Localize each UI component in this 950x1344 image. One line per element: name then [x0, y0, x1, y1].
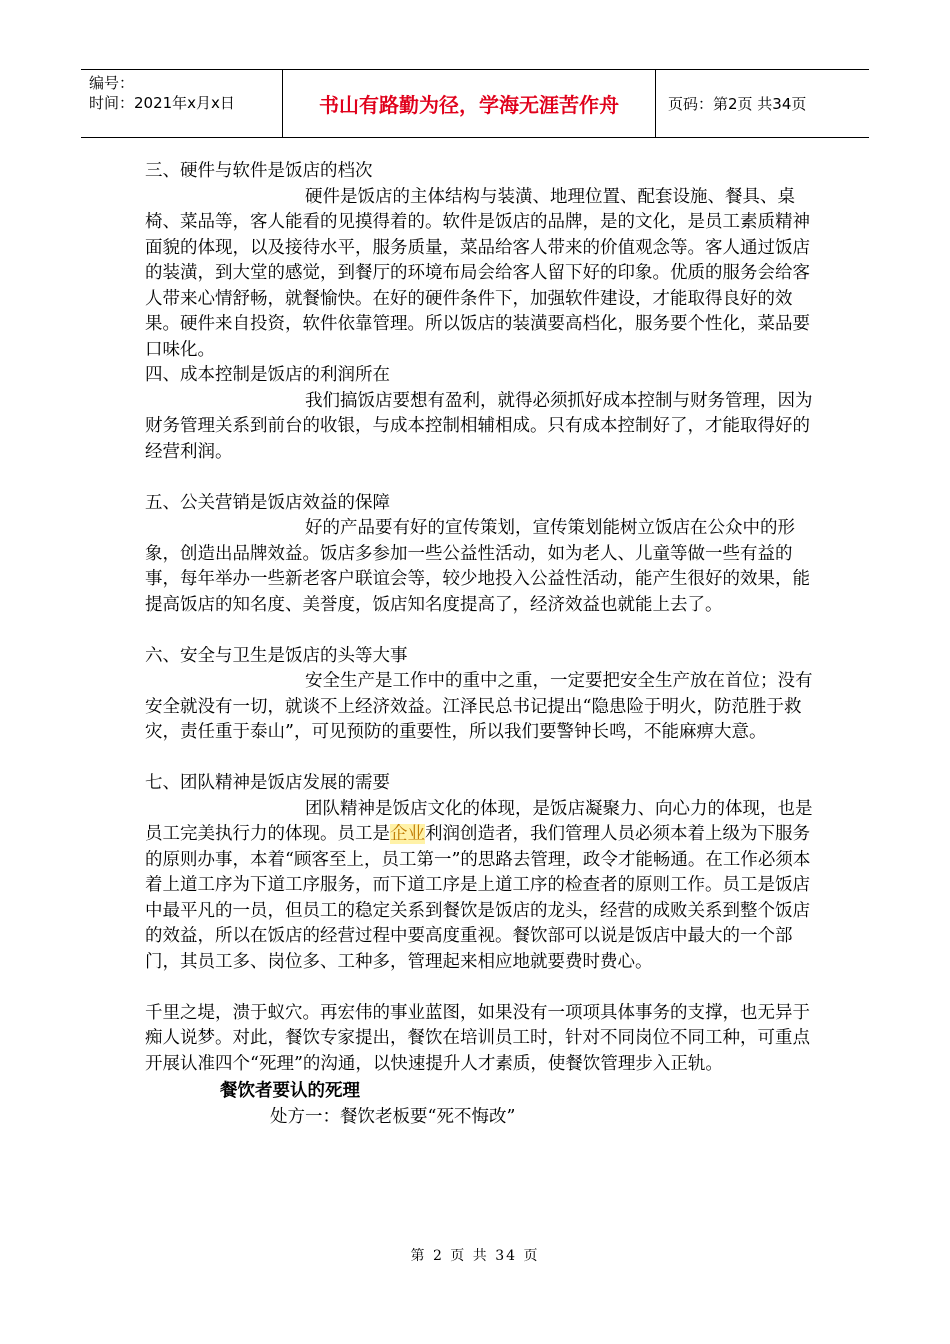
- header-motto: 书山有路勤为径，学海无涯苦作舟: [283, 70, 656, 137]
- page-footer: 第 2 页 共 34 页: [410, 1248, 540, 1264]
- section-title: 五、公关营销是饭店效益的保障: [145, 492, 390, 513]
- section-text: 好的产品要有好的宣传策划，宣传策划能树立饭店在公众中的形象，创造出品牌效益。饭店多参加一些公益性活动，如为老人、儿童等做一些有益的事，每年举办一些新老客户联谊会等，较少地投入公益性活动，能产生很好的效果，能提高饭店的知名度、美誉度，饭店知名度提高了，经济效益也就能上去了。: [145, 518, 810, 615]
- section-text: 安全生产是工作中的重中之重，一定要把安全生产放在首位；没有安全就没有一切，就谈不上经济效益。江泽民总书记提出“隐患险于明火，防范胜于救灾，责任重于泰山”，可见预防的重要性，所以我们要警钟长鸣，不能麻痹大意。: [145, 671, 813, 742]
- prescription-line: 处方一：餐饮老板要“死不悔改”: [270, 1106, 516, 1127]
- paragraph-spacer: [145, 746, 825, 772]
- paragraph-spacer: [145, 975, 825, 1001]
- closing-paragraph: 千里之堤，溃于蚁穴。再宏伟的事业蓝图，如果没有一项项具体事务的支撑，也无异于痴人说梦。对此，餐饮专家提出，餐饮在培训员工时，针对不同岗位不同工种，可重点开展认准四个“死理”的沟通，以快速提升人才素质，使餐饮管理步入正轨。: [145, 1002, 810, 1074]
- bold-heading: 餐饮者要认的死理: [220, 1081, 360, 1101]
- time-label: 时间：2021年x月x日: [89, 94, 235, 112]
- section-title: 六、安全与卫生是饭店的头等大事: [145, 645, 408, 666]
- section-title: 七、团队精神是饭店发展的需要: [145, 773, 390, 793]
- section-title: 四、成本控制是饭店的利润所在: [145, 365, 390, 385]
- section-text: [145, 797, 825, 976]
- header-page-info: 页码：第2页 共34页: [668, 95, 807, 113]
- section-title: 三、硬件与软件是饭店的档次: [145, 161, 373, 181]
- paragraph-spacer: [145, 465, 825, 491]
- highlighted-link[interactable]: 企业: [390, 824, 425, 844]
- page-header: [81, 69, 869, 138]
- section-text: 硬件是饭店的主体结构与装潢、地理位置、配套设施、餐具、桌椅、菜品等，客人能看的见摸得着的。软件是饭店的品牌，是的文化，是员工素质精神面貌的体现，以及接待水平，服务质量，菜品给客人带来的价值观念等。客人通过饭店的装潢，到大堂的感觉，到餐厅的环境布局会给客人留下好的印象。优质的服务会给客人带来心情舒畅，就餐愉快。在好的硬件条件下，加强软件建设，才能取得良好的效果。硬件来自投资，软件依靠管理。所以饭店的装潢要高档化，服务要个性化，菜品要口味化。: [145, 186, 810, 360]
- document-body: [145, 159, 825, 1130]
- section-text: 我们搞饭店要想有盈利，就得必须抓好成本控制与财务管理，因为财务管理关系到前台的收银，与成本控制相辅相成。只有成本控制好了，才能取得好的经营利润。: [145, 390, 813, 462]
- section-text-after: 利润创造者，我们管理人员必须本着上级为下服务的原则办事，本着“顾客至上，员工第一”的思路去管理，政令才能畅通。在工作必须本着上道工序为下道工序服务，而下道工序是上道工序的检查者的原则工作。员工是饭店中最平凡的一员，但员工的稳定关系到餐饮是饭店的龙头，经营的成败关系到整个饭店的效益，所以在饭店的经营过程中要高度重视。餐饮部可以说是饭店中最大的一个部门，其员工多、岗位多、工种多，管理起来相应地就要费时费心。: [145, 824, 811, 972]
- section-text-before: 团队精神是饭店文化的体现，是饭店凝聚力、向心力的体现，也是员工完美执行力的体现。员工是: [145, 798, 813, 844]
- number-label: 编号：: [89, 74, 135, 92]
- header-meta: [81, 70, 283, 137]
- paragraph-spacer: [145, 618, 825, 644]
